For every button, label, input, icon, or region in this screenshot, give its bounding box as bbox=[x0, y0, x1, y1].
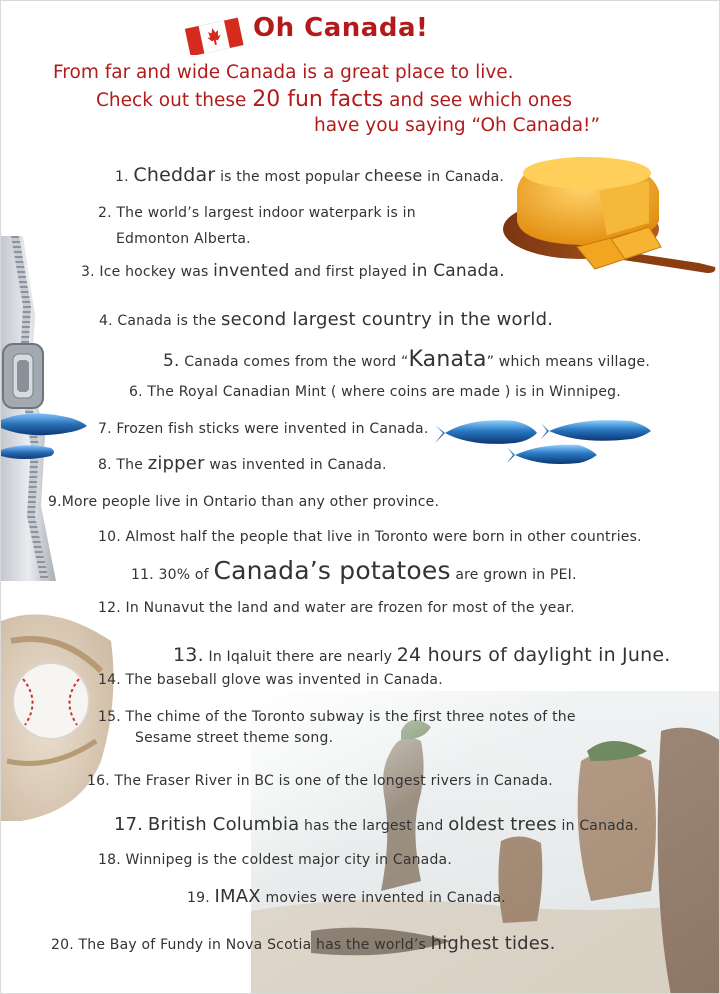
fact-text: has the largest and bbox=[304, 818, 444, 834]
canada-flag-icon bbox=[183, 17, 245, 55]
fact-highlight: Cheddar bbox=[133, 164, 216, 186]
fish-icon bbox=[1, 406, 96, 468]
fact-text: was invented in Canada. bbox=[209, 457, 387, 473]
fact-2-line-2: Edmonton Alberta. bbox=[116, 231, 251, 247]
fact-highlight: IMAX bbox=[214, 886, 261, 907]
fact-10: 10. Almost half the people that live in Toronto were born in other countries. bbox=[98, 529, 642, 545]
fact-highlight: cheese bbox=[364, 166, 423, 185]
fact-19 bbox=[187, 886, 506, 907]
fact-text: ” which means village. bbox=[486, 354, 650, 370]
fact-text: is the most popular bbox=[220, 169, 360, 185]
fact-text: 3. Ice hockey was bbox=[81, 264, 209, 280]
fact-20 bbox=[51, 933, 556, 954]
fact-text: 8. The bbox=[98, 457, 144, 473]
intro-line-2-a: Check out these bbox=[96, 90, 247, 111]
fact-highlight: zipper bbox=[147, 453, 205, 474]
fact-text: in Canada. bbox=[561, 818, 639, 834]
intro-line-2 bbox=[96, 87, 572, 112]
fact-16: 16. The Fraser River in BC is one of the longest rivers in Canada. bbox=[87, 773, 553, 789]
fish-icon bbox=[431, 411, 656, 473]
fact-highlight: British Columbia bbox=[147, 814, 300, 835]
fact-text: movies were invented in Canada. bbox=[265, 890, 506, 906]
fact-text: Canada comes from the word “ bbox=[184, 354, 409, 370]
fact-15-line-1: 15. The chime of the Toronto subway is the first three notes of the bbox=[98, 709, 576, 725]
intro-highlight: 20 fun facts bbox=[252, 87, 384, 112]
fact-6: 6. The Royal Canadian Mint ( where coins are made ) is in Winnipeg. bbox=[129, 384, 621, 400]
fact-highlight: oldest trees bbox=[448, 814, 557, 835]
fact-8 bbox=[98, 453, 387, 474]
fact-highlight: highest tides. bbox=[430, 933, 556, 954]
fact-highlight: 24 hours of daylight in June. bbox=[396, 644, 671, 666]
fact-highlight: Kanata bbox=[408, 347, 487, 372]
intro-line-3: have you saying “Oh Canada!” bbox=[314, 115, 601, 136]
fact-number: 13. bbox=[173, 644, 204, 666]
fact-highlight: Canada’s potatoes bbox=[213, 556, 451, 585]
fact-highlight: second largest country in the world. bbox=[221, 309, 554, 330]
fact-2-line-1: 2. The world’s largest indoor waterpark is in bbox=[98, 205, 416, 221]
fact-13 bbox=[173, 644, 670, 666]
fact-11 bbox=[131, 556, 577, 585]
page-title: Oh Canada! bbox=[253, 13, 429, 43]
fact-4 bbox=[99, 309, 553, 330]
fact-text: 4. Canada is the bbox=[99, 313, 217, 329]
fact-text: and first played bbox=[294, 264, 408, 280]
fact-text: are grown in PEI. bbox=[455, 567, 577, 583]
fact-9: 9.More people live in Ontario than any other province. bbox=[48, 494, 440, 510]
fact-number: 5. bbox=[163, 351, 180, 371]
intro-line-2-b: and see which ones bbox=[389, 90, 572, 111]
fact-text: 20. The Bay of Fundy in Nova Scotia has the world’s bbox=[51, 937, 426, 953]
fact-18: 18. Winnipeg is the coldest major city in Canada. bbox=[98, 852, 452, 868]
fact-15-line-2: Sesame street theme song. bbox=[135, 730, 334, 746]
fact-5 bbox=[163, 347, 650, 372]
fact-text: In Iqaluit there are nearly bbox=[208, 649, 393, 665]
fact-number: 19. bbox=[187, 890, 210, 906]
fact-14: 14. The baseball glove was invented in Canada. bbox=[98, 672, 443, 688]
fact-1 bbox=[115, 164, 504, 186]
fact-highlight: in Canada. bbox=[411, 261, 505, 281]
fact-3 bbox=[81, 261, 505, 281]
fact-text: 11. 30% of bbox=[131, 567, 209, 583]
fact-text: in Canada. bbox=[427, 169, 505, 185]
fact-highlight: invented bbox=[213, 261, 290, 281]
fact-12: 12. In Nunavut the land and water are frozen for most of the year. bbox=[98, 600, 575, 616]
fact-number: 1. bbox=[115, 169, 129, 185]
fact-7: 7. Frozen fish sticks were invented in Canada. bbox=[98, 421, 429, 437]
fact-number: 17. bbox=[114, 814, 144, 835]
fact-17 bbox=[114, 814, 638, 835]
cheese-icon bbox=[499, 151, 720, 286]
intro-line-1: From far and wide Canada is a great place to live. bbox=[53, 62, 514, 83]
